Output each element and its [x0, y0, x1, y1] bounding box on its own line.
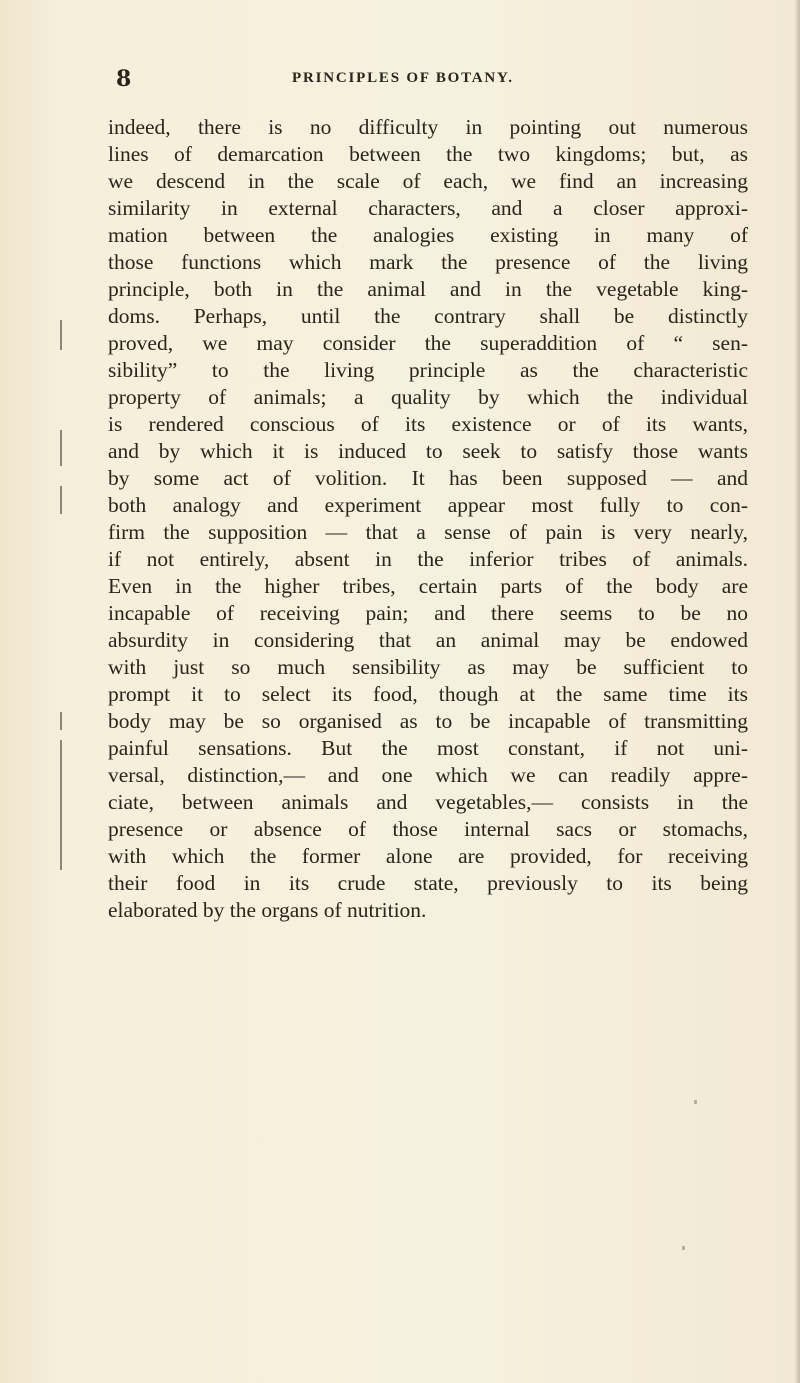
print-speck — [694, 1100, 697, 1104]
text-line: and by which it is induced to seek to satisfy those wants — [108, 439, 748, 463]
margin-mark — [60, 740, 62, 870]
text-line: principle, both in the animal and in the vegetable king- — [108, 277, 748, 301]
text-line: indeed, there is no difficulty in pointing out numerous — [108, 115, 748, 139]
page-number: 8 — [116, 66, 132, 92]
text-line: similarity in external characters, and a closer approxi- — [108, 196, 748, 220]
text-line: mation between the analogies existing in many of — [108, 223, 748, 247]
text-line: elaborated by the organs of nutrition. — [108, 898, 427, 922]
text-line: with which the former alone are provided, for receiving — [108, 844, 748, 868]
text-line: if not entirely, absent in the inferior tribes of animals. — [108, 547, 748, 571]
text-line: lines of demarcation between the two kingdoms; but, as — [108, 142, 748, 166]
margin-mark — [60, 320, 62, 350]
print-speck — [682, 1246, 685, 1250]
text-line: painful sensations. But the most constant, if not uni- — [108, 736, 748, 760]
text-line: those functions which mark the presence of the living — [108, 250, 748, 274]
running-head — [116, 66, 736, 96]
text-line: proved, we may consider the superaddition of “ sen- — [108, 331, 748, 355]
text-line: versal, distinction,— and one which we can readily appre- — [108, 763, 748, 787]
text-line: body may be so organised as to be incapable of transmitting — [108, 709, 748, 733]
text-line: firm the supposition — that a sense of pain is very nearly, — [108, 520, 748, 544]
text-line: property of animals; a quality by which the individual — [108, 385, 748, 409]
text-line: both analogy and experiment appear most fully to con- — [108, 493, 748, 517]
text-line: doms. Perhaps, until the contrary shall be distinctly — [108, 304, 748, 328]
text-line: by some act of volition. It has been supposed — and — [108, 466, 748, 490]
body-paragraph — [108, 114, 748, 924]
margin-mark — [60, 430, 62, 466]
page-edge-shadow — [794, 0, 800, 1383]
text-line: is rendered conscious of its existence or of its wants, — [108, 412, 748, 436]
margin-mark — [60, 486, 62, 514]
text-line: with just so much sensibility as may be sufficient to — [108, 655, 748, 679]
margin-mark — [60, 712, 62, 730]
text-line: we descend in the scale of each, we find an increasing — [108, 169, 748, 193]
text-line: absurdity in considering that an animal may be endowed — [108, 628, 748, 652]
text-line: Even in the higher tribes, certain parts of the body are — [108, 574, 748, 598]
text-line: their food in its crude state, previously to its being — [108, 871, 748, 895]
text-line: presence or absence of those internal sacs or stomachs, — [108, 817, 748, 841]
text-line: prompt it to select its food, though at the same time its — [108, 682, 748, 706]
text-line: ciate, between animals and vegetables,— consists in the — [108, 790, 748, 814]
text-line: sibility” to the living principle as the characteristic — [108, 358, 748, 382]
text-line: incapable of receiving pain; and there seems to be no — [108, 601, 748, 625]
header-title: PRINCIPLES OF BOTANY. — [292, 70, 514, 86]
